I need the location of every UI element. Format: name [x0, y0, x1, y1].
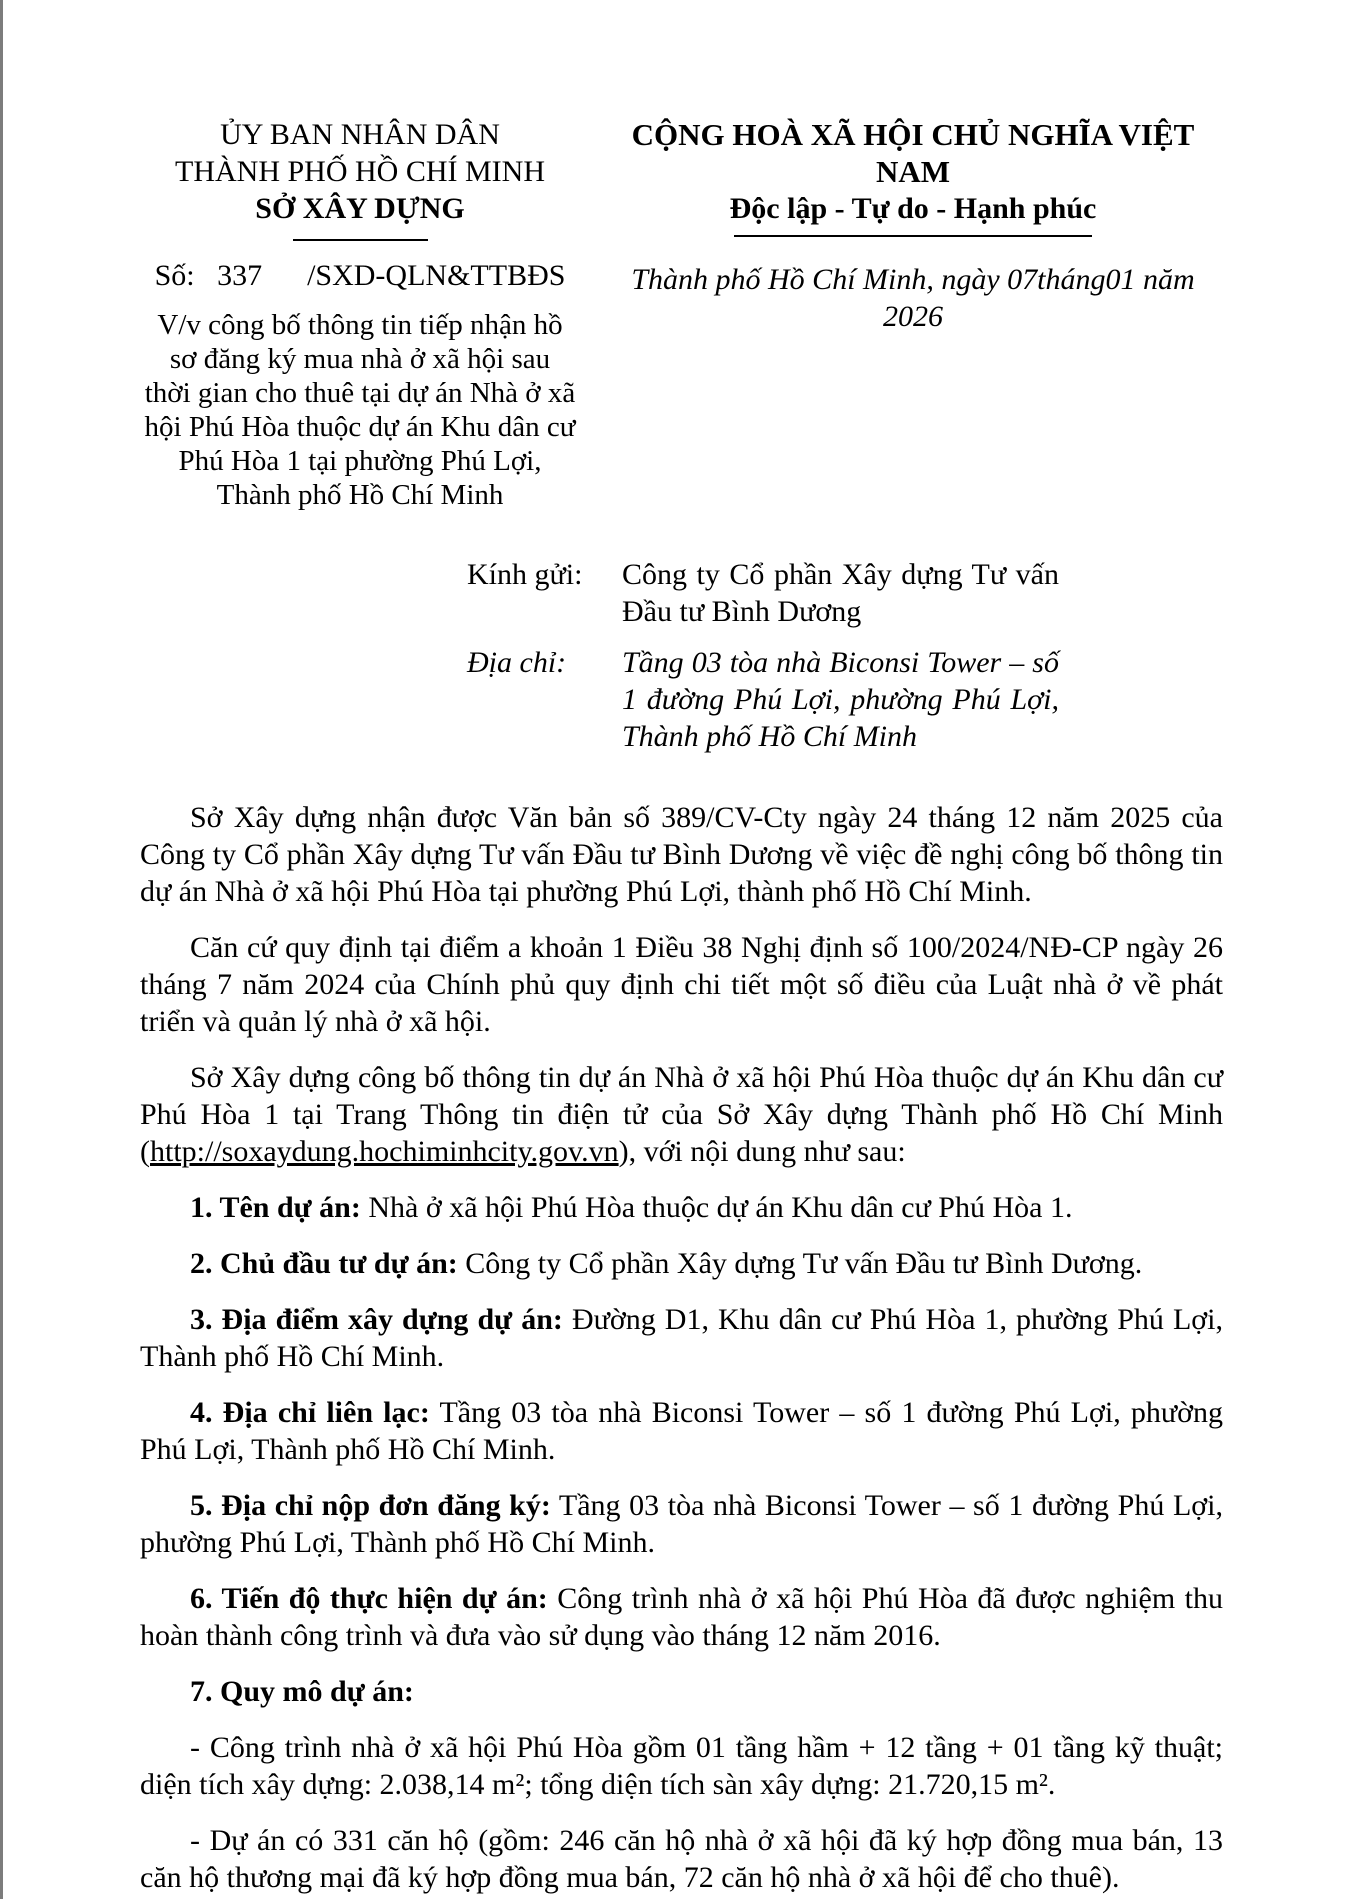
- item-progress: [140, 1580, 1223, 1654]
- authority-department-name: SỞ XÂY DỰNG: [255, 192, 465, 225]
- address-value: Tầng 03 tòa nhà Biconsi Tower – số 1 đường Phú Lợi, phường Phú Lợi, Thành phố Hồ Chí Minh: [622, 646, 1059, 753]
- item-text: Đường D1, Khu dân cư Phú Hòa 1, phường Phú Lợi, Thành phố Hồ Chí Minh.: [140, 1303, 1224, 1373]
- item-label: 4. Địa chỉ liên lạc:: [190, 1396, 430, 1429]
- paragraph-announcement: [140, 1059, 1223, 1170]
- website-link[interactable]: http://soxaydung.hochiminhcity.gov.vn: [150, 1135, 619, 1168]
- recipient-block: [467, 556, 1059, 755]
- paragraph-legal-basis: Căn cứ quy định tại điểm a khoản 1 Điều 38 Nghị định số 100/2024/NĐ-CP ngày 26 tháng 7 năm 2024 của Chính phủ quy định chi tiết một số điều của Luật nhà ở về phát triển và quản lý nhà ở xã hội.: [140, 931, 1223, 1038]
- document-number-line: Số: 337 /SXD-QLN&TTBĐS: [154, 259, 566, 292]
- item-label: 2. Chủ đầu tư dự án:: [190, 1247, 458, 1280]
- place-date-line: Thành phố Hồ Chí Minh, ngày 07tháng01 năm 2026: [631, 263, 1195, 333]
- page-left-border: [0, 0, 3, 1899]
- national-motto: Độc lập - Tự do - Hạnh phúc: [729, 192, 1097, 225]
- item-label: 3. Địa điểm xây dựng dự án:: [190, 1303, 563, 1336]
- item-label: 1. Tên dự án:: [190, 1191, 361, 1224]
- paragraph-received: Sở Xây dựng nhận được Văn bản số 389/CV-Cty ngày 24 tháng 12 năm 2025 của Công ty Cổ phần Xây dựng Tư vấn Đầu tư Bình Dương về việc đề nghị công bố thông tin dự án Nhà ở xã hội Phú Hòa tại phường Phú Lợi, thành phố Hồ Chí Minh.: [140, 801, 1223, 908]
- item-text: Nhà ở xã hội Phú Hòa thuộc dự án Khu dân cư Phú Hòa 1.: [368, 1191, 1073, 1224]
- item-text: Tầng 03 tòa nhà Biconsi Tower – số 1 đường Phú Lợi, phường Phú Lợi, Thành phố Hồ Chí Minh.: [140, 1396, 1223, 1466]
- item-text: Tầng 03 tòa nhà Biconsi Tower – số 1 đường Phú Lợi, phường Phú Lợi, Thành phố Hồ Chí Minh.: [140, 1489, 1223, 1559]
- document-subject: V/v công bố thông tin tiếp nhận hồ sơ đăng ký mua nhà ở xã hội sau thời gian cho thuê tại dự án Nhà ở xã hội Phú Hòa thuộc dự án Khu dân cư Phú Hòa 1 tại phường Phú Lợi, Thành phố Hồ Chí Minh: [144, 309, 576, 511]
- issuing-authority-block: [140, 116, 580, 512]
- document-body: [140, 799, 1223, 1896]
- authority-parent-name: ỦY BAN NHÂN DÂN: [220, 118, 500, 151]
- recipient-row: [467, 556, 1059, 630]
- motto-underline: [734, 235, 1092, 237]
- bullet-apartment-count: - Dự án có 331 căn hộ (gồm: 246 căn hộ nhà ở xã hội đã ký hợp đồng mua bán, 13 căn hộ thương mại đã ký hợp đồng mua bán, 72 căn hộ nhà ở xã hội để cho thuê).: [140, 1824, 1223, 1894]
- item-construction-site: [140, 1301, 1223, 1375]
- announcement-text-before: Sở Xây dựng công bố thông tin dự án Nhà ở xã hội Phú Hòa thuộc dự án Khu dân cư Phú Hòa 1 tại Trang Thông tin điện tử của Sở Xây dựng Thành phố Hồ Chí Minh (: [140, 1061, 1223, 1168]
- item-application-address: [140, 1487, 1223, 1561]
- national-title: CỘNG HOÀ XÃ HỘI CHỦ NGHĨA VIỆT NAM: [631, 117, 1195, 189]
- address-label: Địa chỉ:: [467, 646, 567, 679]
- item-contact-address: [140, 1394, 1223, 1468]
- item-scale: [140, 1673, 1223, 1710]
- bullet-building-size: - Công trình nhà ở xã hội Phú Hòa gồm 01 tầng hầm + 12 tầng + 01 tầng kỹ thuật; diện tích xây dựng: 2.038,14 m²; tổng diện tích sàn xây dựng: 21.720,15 m².: [140, 1731, 1223, 1801]
- item-label: 5. Địa chỉ nộp đơn đăng ký:: [190, 1489, 551, 1522]
- item-label: 7. Quy mô dự án:: [190, 1675, 414, 1708]
- item-text: Công trình nhà ở xã hội Phú Hòa đã được nghiệm thu hoàn thành công trình và đưa vào sử dụng vào tháng 12 năm 2016.: [140, 1582, 1223, 1652]
- authority-city-name: THÀNH PHỐ HỒ CHÍ MINH: [175, 155, 545, 188]
- document-header: [140, 116, 1223, 512]
- item-text: Công ty Cổ phần Xây dựng Tư vấn Đầu tư Bình Dương.: [465, 1247, 1143, 1280]
- item-project-name: [140, 1189, 1223, 1226]
- address-row: [467, 644, 1059, 755]
- authority-underline: [293, 239, 428, 241]
- recipient-label: Kính gửi:: [467, 558, 583, 591]
- item-investor: [140, 1245, 1223, 1282]
- item-label: 6. Tiến độ thực hiện dự án:: [190, 1582, 548, 1615]
- recipient-value: Công ty Cổ phần Xây dựng Tư vấn Đầu tư Bình Dương: [622, 558, 1059, 628]
- announcement-text-after: ), với nội dung như sau:: [618, 1135, 906, 1168]
- national-heading-block: [603, 116, 1223, 512]
